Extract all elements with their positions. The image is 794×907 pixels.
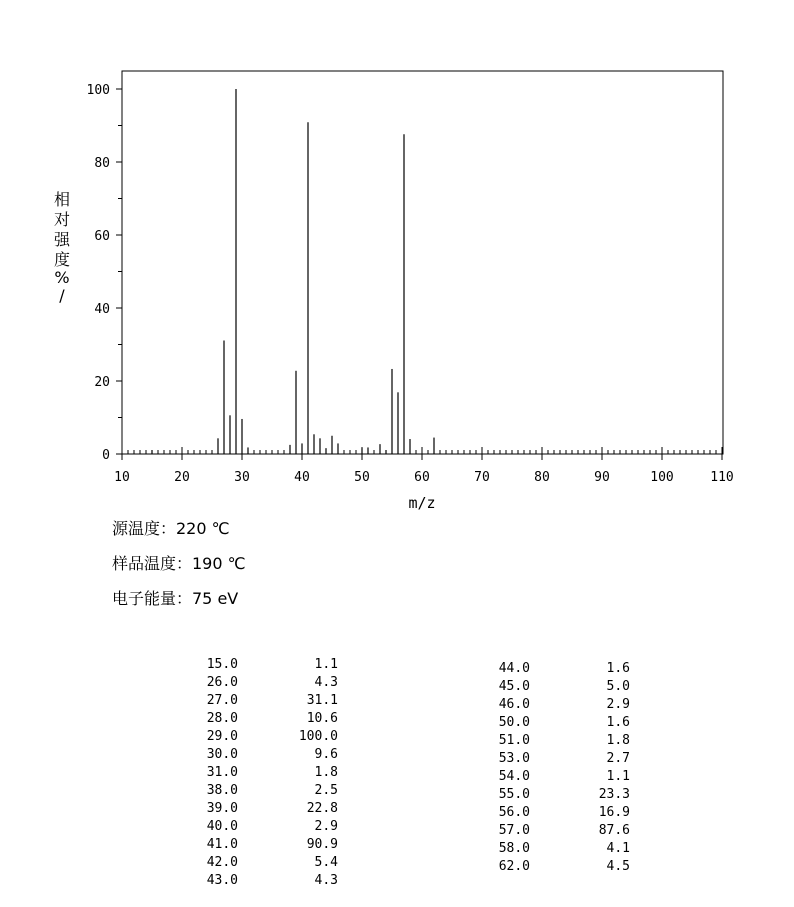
mz-value: 27.0 xyxy=(206,693,238,708)
y-tick-label: 0 xyxy=(102,448,110,463)
mz-value: 38.0 xyxy=(206,783,238,798)
intensity-value: 9.6 xyxy=(314,747,338,762)
peak-table-right xyxy=(470,660,630,876)
table-row xyxy=(470,660,630,678)
intensity-value: 5.4 xyxy=(314,855,338,870)
table-row xyxy=(178,728,338,746)
mz-value: 44.0 xyxy=(498,661,530,676)
x-tick-label: 80 xyxy=(534,470,550,485)
table-row xyxy=(178,836,338,854)
mz-value: 54.0 xyxy=(498,769,530,784)
mz-value: 58.0 xyxy=(498,841,530,856)
mz-value: 56.0 xyxy=(498,805,530,820)
table-row xyxy=(178,674,338,692)
intensity-value: 2.5 xyxy=(314,783,338,798)
mz-value: 43.0 xyxy=(206,873,238,888)
table-row xyxy=(470,804,630,822)
intensity-value: 4.1 xyxy=(606,841,630,856)
table-row xyxy=(470,678,630,696)
intensity-value: 2.9 xyxy=(606,697,630,712)
intensity-value: 2.7 xyxy=(606,751,630,766)
intensity-value: 1.6 xyxy=(606,661,630,676)
intensity-value: 5.0 xyxy=(606,679,630,694)
intensity-value: 90.9 xyxy=(306,837,338,852)
x-axis-label: m/z xyxy=(408,494,436,512)
table-row xyxy=(178,782,338,800)
plot-frame xyxy=(122,71,723,454)
table-row xyxy=(178,818,338,836)
mz-value: 31.0 xyxy=(206,765,238,780)
x-tick-label: 30 xyxy=(234,470,250,485)
x-tick-label: 10 xyxy=(114,470,130,485)
mz-value: 46.0 xyxy=(498,697,530,712)
intensity-value: 23.3 xyxy=(598,787,630,802)
intensity-value: 87.6 xyxy=(598,823,630,838)
mz-value: 40.0 xyxy=(206,819,238,834)
peak-series xyxy=(152,89,434,454)
x-tick-label: 100 xyxy=(650,470,674,485)
x-tick-label: 110 xyxy=(710,470,734,485)
y-tick-label: 60 xyxy=(94,229,110,244)
table-row xyxy=(178,710,338,728)
x-axis xyxy=(114,447,734,485)
table-row xyxy=(470,786,630,804)
peak-table-left xyxy=(178,656,338,890)
table-row xyxy=(470,696,630,714)
intensity-value: 1.6 xyxy=(606,715,630,730)
mz-value: 42.0 xyxy=(206,855,238,870)
intensity-value: 10.6 xyxy=(306,711,338,726)
sample-temperature: 样品温度：190 ℃ xyxy=(112,554,246,573)
intensity-value: 1.8 xyxy=(314,765,338,780)
x-tick-label: 60 xyxy=(414,470,430,485)
table-row xyxy=(470,768,630,786)
table-row xyxy=(178,800,338,818)
mz-value: 30.0 xyxy=(206,747,238,762)
y-tick-label: 100 xyxy=(86,83,110,98)
mz-value: 55.0 xyxy=(498,787,530,802)
intensity-value: 16.9 xyxy=(598,805,630,820)
table-row xyxy=(470,840,630,858)
x-tick-label: 50 xyxy=(354,470,370,485)
mz-value: 28.0 xyxy=(206,711,238,726)
x-tick-label: 20 xyxy=(174,470,190,485)
mz-value: 57.0 xyxy=(498,823,530,838)
intensity-value: 4.5 xyxy=(606,859,630,874)
x-tick-label: 90 xyxy=(594,470,610,485)
mz-value: 26.0 xyxy=(206,675,238,690)
mz-value: 53.0 xyxy=(498,751,530,766)
y-tick-label: 80 xyxy=(94,156,110,171)
electron-energy: 电子能量：75 eV xyxy=(112,589,239,608)
x-tick-label: 40 xyxy=(294,470,310,485)
mz-value: 50.0 xyxy=(498,715,530,730)
table-row xyxy=(178,854,338,872)
x-tick-label: 70 xyxy=(474,470,490,485)
intensity-value: 4.3 xyxy=(314,675,338,690)
y-axis xyxy=(87,83,122,463)
mz-value: 62.0 xyxy=(498,859,530,874)
y-tick-label: 40 xyxy=(94,302,110,317)
table-row xyxy=(470,858,630,876)
table-row xyxy=(178,656,338,674)
mz-value: 29.0 xyxy=(206,729,238,744)
mz-value: 15.0 xyxy=(206,657,238,672)
table-row xyxy=(178,872,338,890)
intensity-value: 1.8 xyxy=(606,733,630,748)
table-row xyxy=(178,692,338,710)
source-temperature: 源温度：220 ℃ xyxy=(112,519,230,538)
mz-value: 39.0 xyxy=(206,801,238,816)
table-row xyxy=(470,732,630,750)
intensity-value: 22.8 xyxy=(306,801,338,816)
table-row xyxy=(178,746,338,764)
intensity-value: 4.3 xyxy=(314,873,338,888)
table-row xyxy=(470,822,630,840)
y-tick-label: 20 xyxy=(94,375,110,390)
intensity-value: 2.9 xyxy=(314,819,338,834)
y-axis-label: 相对强度% / xyxy=(53,190,71,305)
mz-value: 41.0 xyxy=(206,837,238,852)
intensity-value: 100.0 xyxy=(298,729,338,744)
table-row xyxy=(470,750,630,768)
table-row xyxy=(178,764,338,782)
intensity-value: 31.1 xyxy=(306,693,338,708)
intensity-value: 1.1 xyxy=(606,769,630,784)
mz-value: 51.0 xyxy=(498,733,530,748)
mz-value: 45.0 xyxy=(498,679,530,694)
table-row xyxy=(470,714,630,732)
intensity-value: 1.1 xyxy=(314,657,338,672)
